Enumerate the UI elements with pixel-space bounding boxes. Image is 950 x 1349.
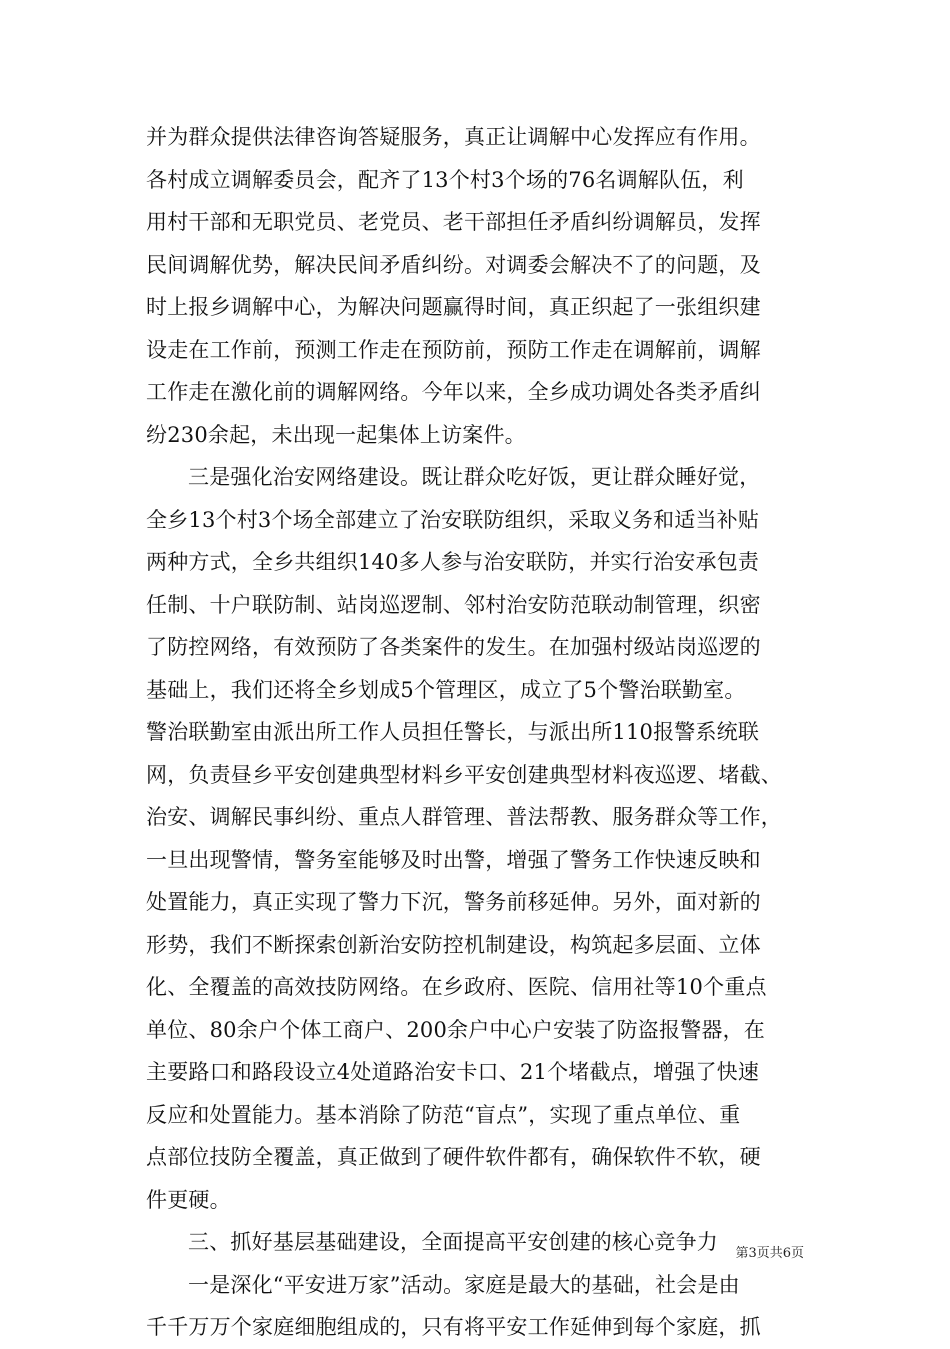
text-line: 两种方式，全乡共组织140多人参与治安联防，并实行治安承包责 <box>146 550 760 574</box>
text-line: 三是强化治安网络建设。既让群众吃好饭，更让群众睡好觉， <box>188 465 761 489</box>
text-line: 任制、十户联防制、站岗巡逻制、邻村治安防范联动制管理，织密 <box>146 592 761 617</box>
text-line: 治安、调解民事纠纷、重点人群管理、普法帮教、服务群众等工作， <box>146 805 782 829</box>
text-line: 用村干部和无职党员、老党员、老干部担任矛盾纠纷调解员，发挥 <box>146 210 761 234</box>
page-number-footer: 第3页共6页 <box>735 1246 804 1261</box>
text-line: 件更硬。 <box>146 1187 231 1212</box>
text-line: 警治联勤室由派出所工作人员担任警长，与派出所110报警系统联 <box>146 720 760 744</box>
text-line: 网，负责昼乡平安创建典型材料乡平安创建典型材料夜巡逻、堵截、 <box>146 762 782 787</box>
text-line: 纷230余起，未出现一起集体上访案件。 <box>146 422 526 447</box>
text-line: 设走在工作前，预测工作走在预防前，预防工作走在调解前，调解 <box>146 337 761 362</box>
text-line: 主要路口和路段设立4处道路治安卡口、21个堵截点，增强了快速 <box>146 1060 760 1084</box>
text-line: 民间调解优势，解决民间矛盾纠纷。对调委会解决不了的问题，及 <box>146 252 761 277</box>
text-line: 时上报乡调解中心，为解决问题赢得时间，真正织起了一张组织建 <box>146 295 761 319</box>
text-line: 点部位技防全覆盖，真正做到了硬件软件都有，确保软件不软，硬 <box>146 1145 761 1169</box>
text-line: 了防控网络，有效预防了各类案件的发生。在加强村级站岗巡逻的 <box>146 635 761 659</box>
text-line: 化、全覆盖的高效技防网络。在乡政府、医院、信用社等10个重点 <box>146 975 767 999</box>
text-line: 全乡13个村3个场全部建立了治安联防组织，采取义务和适当补贴 <box>146 507 760 532</box>
text-line: 一旦出现警情，警务室能够及时出警，增强了警务工作快速反映和 <box>146 847 761 872</box>
text-line: 一是深化“平安进万家”活动。家庭是最大的基础，社会是由 <box>188 1272 740 1297</box>
text-line: 三、抓好基层基础建设，全面提高平安创建的核心竞争力 <box>188 1230 718 1254</box>
text-line: 反应和处置能力。基本消除了防范“盲点”，实现了重点单位、重 <box>146 1102 741 1127</box>
text-line: 并为群众提供法律咨询答疑服务，真正让调解中心发挥应有作用。 <box>146 125 761 149</box>
text-line: 处置能力，真正实现了警力下沉，警务前移延伸。另外，面对新的 <box>146 890 761 914</box>
document-body <box>146 116 814 1349</box>
text-line: 单位、80余户个体工商户、200余户中心户安装了防盗报警器，在 <box>146 1017 766 1042</box>
text-line: 基础上，我们还将全乡划成5个管理区，成立了5个警治联勤室。 <box>146 677 746 702</box>
text-line: 工作走在激化前的调解网络。今年以来，全乡成功调处各类矛盾纠 <box>146 380 761 404</box>
text-line: 各村成立调解委员会，配齐了13个村3个场的76名调解队伍，利 <box>146 167 744 192</box>
text-line: 千千万万个家庭细胞组成的，只有将平安工作延伸到每个家庭，抓 <box>146 1315 761 1339</box>
text-line: 形势，我们不断探索创新治安防控机制建设，构筑起多层面、立体 <box>146 932 761 957</box>
